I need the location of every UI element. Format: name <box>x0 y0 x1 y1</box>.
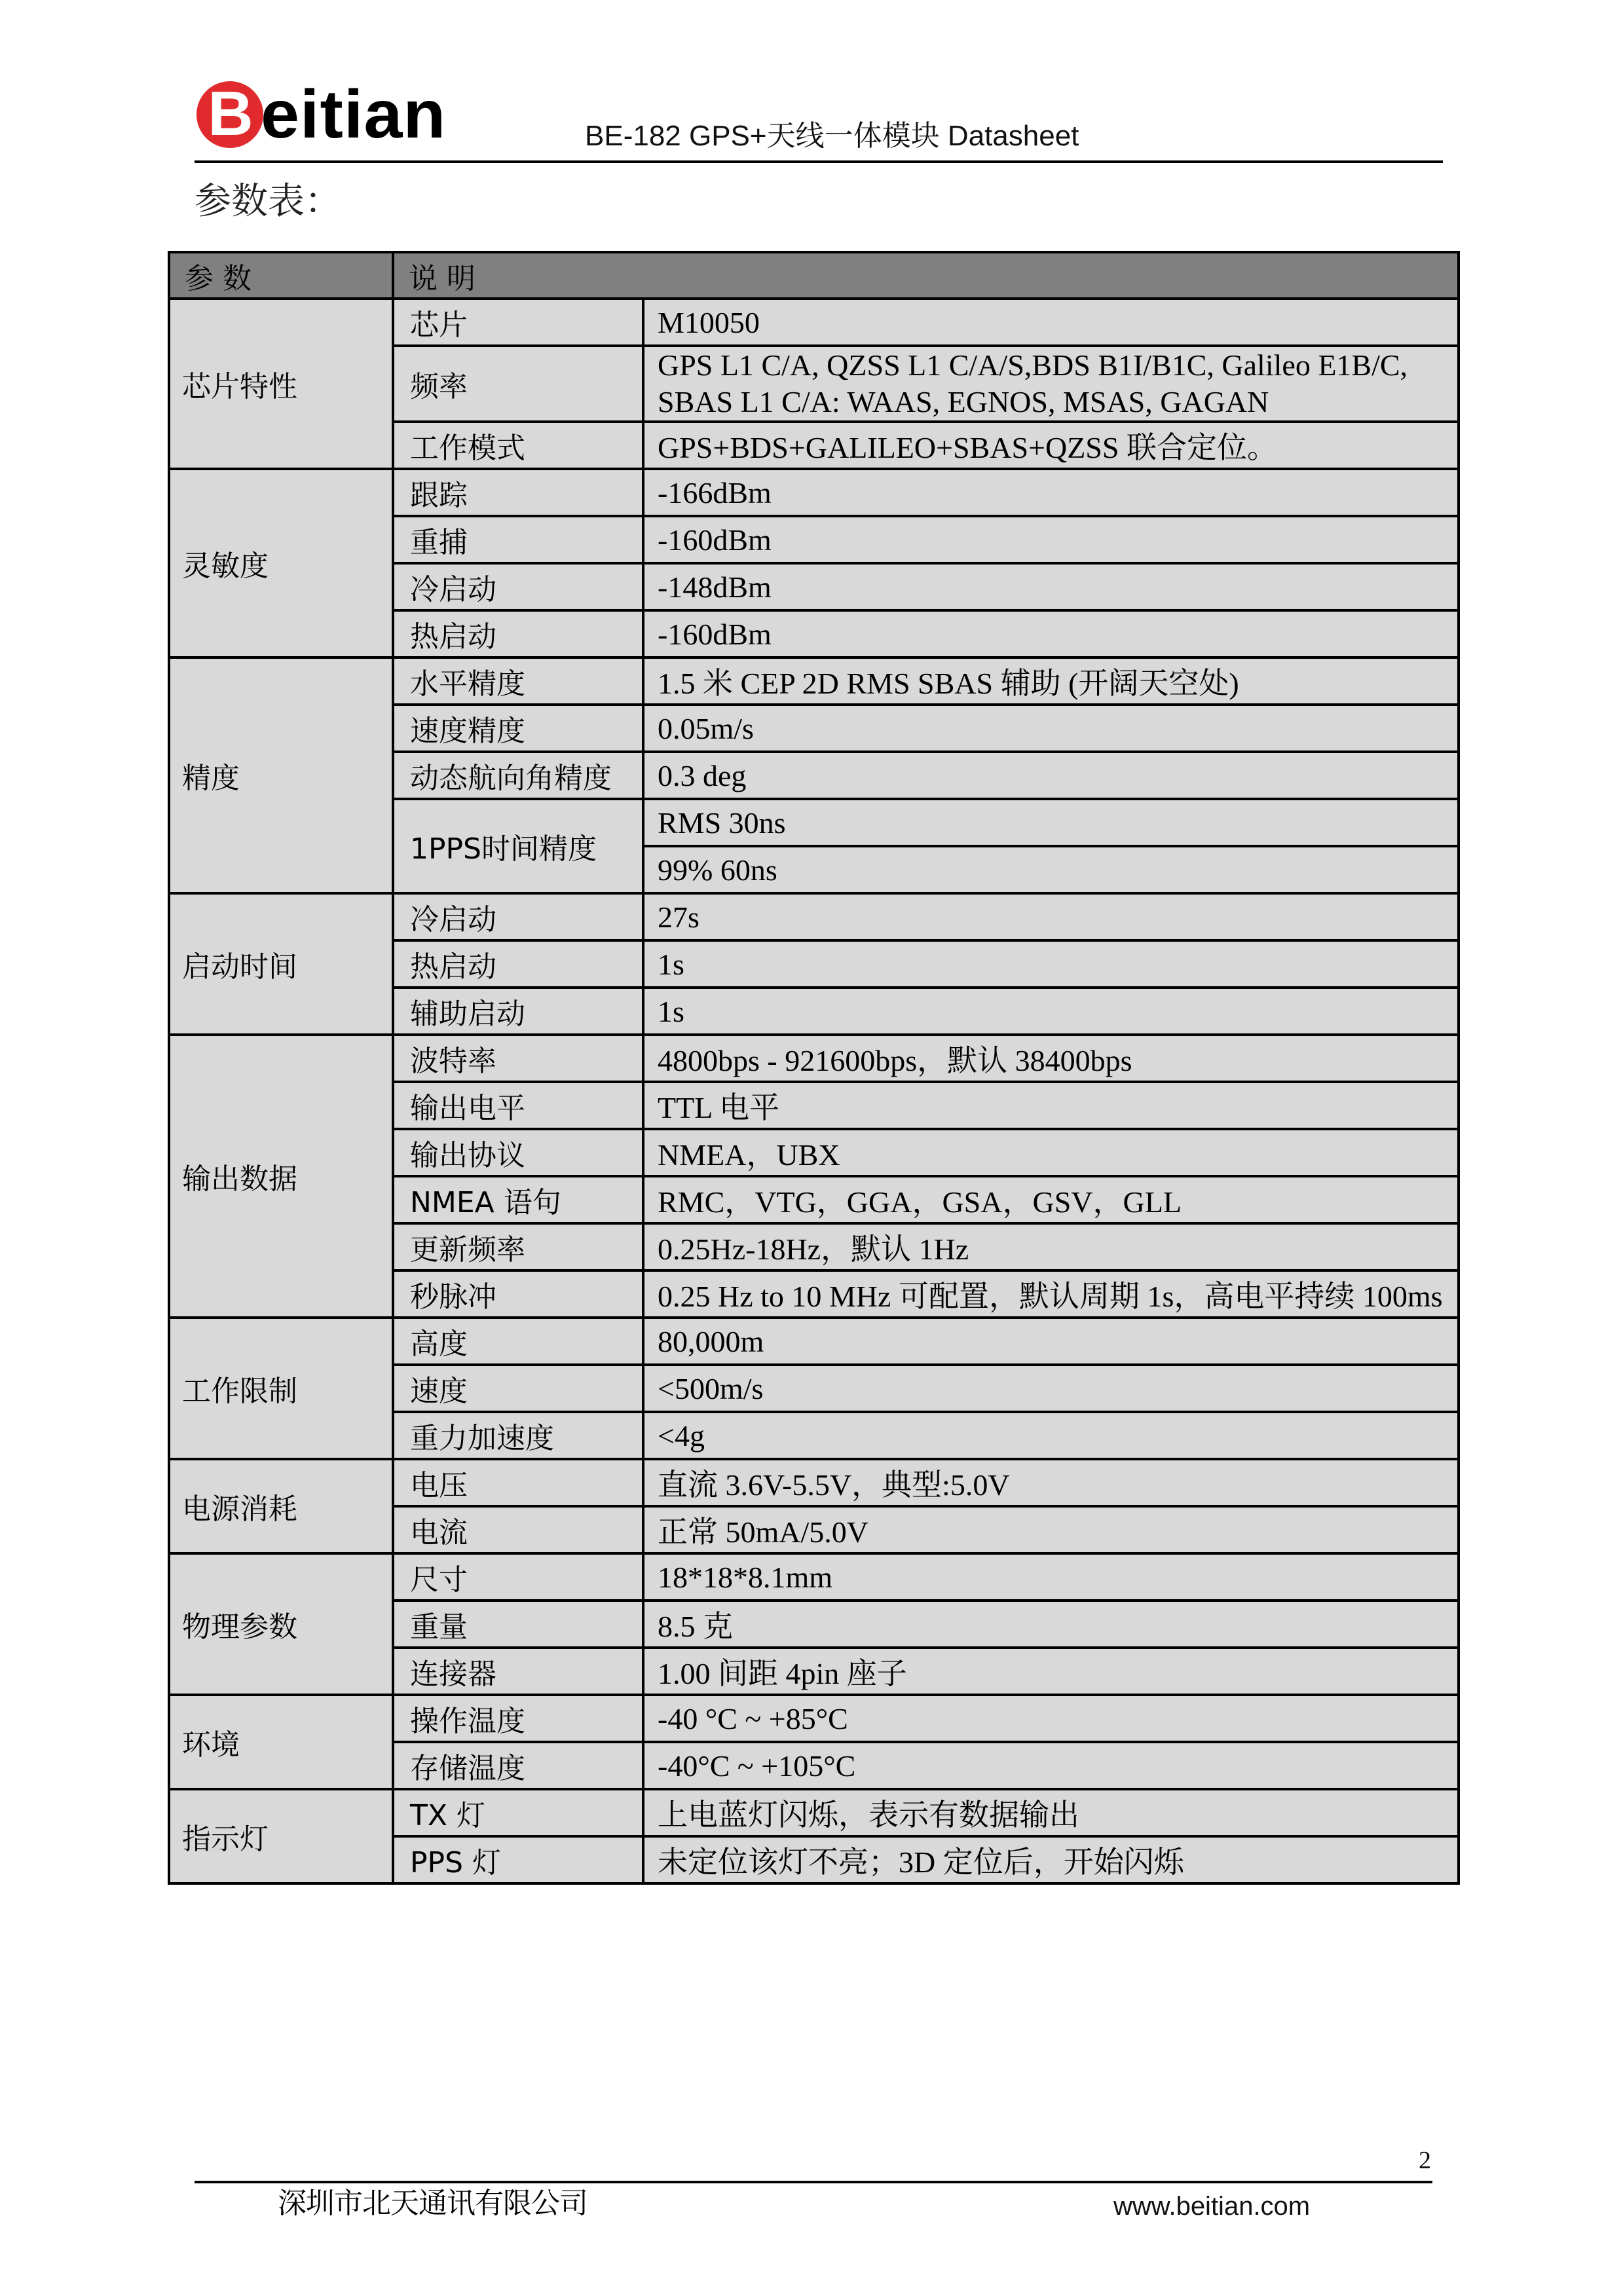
param-name: 更新频率 <box>393 1223 643 1270</box>
header-description: 说 明 <box>393 252 1459 299</box>
footer-divider <box>195 2181 1432 2183</box>
param-name: 热启动 <box>393 610 643 657</box>
group-label: 输出数据 <box>169 1035 393 1318</box>
param-value: 4800bps - 921600bps，默认 38400bps <box>643 1035 1459 1082</box>
param-value: 1s <box>643 940 1459 988</box>
table-header-row <box>169 252 1459 299</box>
param-name: 输出电平 <box>393 1082 643 1129</box>
table-row <box>169 1459 1459 1506</box>
param-name: 速度 <box>393 1365 643 1412</box>
param-name: PPS 灯 <box>393 1836 643 1883</box>
param-name: 尺寸 <box>393 1553 643 1601</box>
param-name: 电流 <box>393 1506 643 1553</box>
group-label: 芯片特性 <box>169 299 393 469</box>
param-value: 1s <box>643 988 1459 1035</box>
param-name: 重量 <box>393 1601 643 1648</box>
footer-website-link[interactable]: www.beitian.com <box>1113 2192 1311 2221</box>
logo-b-circle-icon <box>196 81 263 148</box>
param-value: M10050 <box>643 299 1459 346</box>
param-name: 1PPS时间精度 <box>393 799 643 893</box>
param-name: 输出协议 <box>393 1129 643 1176</box>
param-value: 80,000m <box>643 1318 1459 1365</box>
param-name: 操作温度 <box>393 1695 643 1742</box>
header-param: 参 数 <box>169 252 393 299</box>
value-line: SBAS L1 C/A: WAAS, EGNOS, MSAS, GAGAN <box>658 385 1269 418</box>
logo-wordmark: eitian <box>261 77 447 153</box>
param-value: 0.05m/s <box>643 705 1459 752</box>
param-value: NMEA，UBX <box>643 1129 1459 1176</box>
param-value: 0.3 deg <box>643 752 1459 799</box>
page-number: 2 <box>1419 2147 1431 2174</box>
param-name: 重捕 <box>393 516 643 563</box>
param-name: 冷启动 <box>393 563 643 610</box>
table-row <box>169 893 1459 940</box>
param-value: -40°C ~ +105°C <box>643 1742 1459 1789</box>
logo-initial: B <box>208 79 253 149</box>
table-row <box>169 1789 1459 1836</box>
param-name: 辅助启动 <box>393 988 643 1035</box>
param-name: 动态航向角精度 <box>393 752 643 799</box>
param-name: 水平精度 <box>393 657 643 705</box>
param-name: 电压 <box>393 1459 643 1506</box>
group-label: 指示灯 <box>169 1789 393 1883</box>
param-value: 27s <box>643 893 1459 940</box>
group-label: 物理参数 <box>169 1553 393 1695</box>
param-value: <500m/s <box>643 1365 1459 1412</box>
group-label: 灵敏度 <box>169 469 393 657</box>
param-name: 波特率 <box>393 1035 643 1082</box>
param-name: NMEA 语句 <box>393 1176 643 1223</box>
param-value: RMC，VTG，GGA，GSA，GSV，GLL <box>643 1176 1459 1223</box>
section-heading: 参数表： <box>195 180 341 223</box>
param-value: -40 °C ~ +85°C <box>643 1695 1459 1742</box>
param-name: 冷启动 <box>393 893 643 940</box>
table-row <box>169 657 1459 705</box>
group-label: 环境 <box>169 1695 393 1789</box>
param-name: 速度精度 <box>393 705 643 752</box>
param-value: 18*18*8.1mm <box>643 1553 1459 1601</box>
param-value: 0.25Hz-18Hz，默认 1Hz <box>643 1223 1459 1270</box>
param-value: TTL 电平 <box>643 1082 1459 1129</box>
param-value: -160dBm <box>643 516 1459 563</box>
param-value: 1.5 米 CEP 2D RMS SBAS 辅助 (开阔天空处) <box>643 657 1459 705</box>
param-name: 跟踪 <box>393 469 643 516</box>
param-value: 8.5 克 <box>643 1601 1459 1648</box>
param-name: 秒脉冲 <box>393 1270 643 1318</box>
table-row <box>169 1318 1459 1365</box>
beitian-logo <box>196 77 447 153</box>
param-name: 连接器 <box>393 1648 643 1695</box>
table-row <box>169 469 1459 516</box>
table-row <box>169 299 1459 346</box>
param-value: RMS 30ns <box>643 799 1459 846</box>
param-value: 1.00 间距 4pin 座子 <box>643 1648 1459 1695</box>
param-value: 直流 3.6V-5.5V，典型:5.0V <box>643 1459 1459 1506</box>
param-name: 芯片 <box>393 299 643 346</box>
param-value: 上电蓝灯闪烁，表示有数据输出 <box>643 1789 1459 1836</box>
table-body <box>169 299 1459 1883</box>
value-line: GPS L1 C/A, QZSS L1 C/A/S,BDS B1I/B1C, Galileo E1B/C, <box>658 348 1408 382</box>
param-value: -148dBm <box>643 563 1459 610</box>
param-value: 正常 50mA/5.0V <box>643 1506 1459 1553</box>
param-name: TX 灯 <box>393 1789 643 1836</box>
param-value: 未定位该灯不亮；3D 定位后，开始闪烁 <box>643 1836 1459 1883</box>
param-value: -160dBm <box>643 610 1459 657</box>
param-name: 存储温度 <box>393 1742 643 1789</box>
group-label: 精度 <box>169 657 393 893</box>
param-name: 重力加速度 <box>393 1412 643 1459</box>
param-value: GPS+BDS+GALILEO+SBAS+QZSS 联合定位。 <box>643 422 1459 469</box>
param-value: <4g <box>643 1412 1459 1459</box>
param-name: 热启动 <box>393 940 643 988</box>
spec-table <box>168 251 1460 1885</box>
footer-company: 深圳市北天通讯有限公司 <box>278 2187 588 2220</box>
table-row <box>169 1035 1459 1082</box>
table-row <box>169 1553 1459 1601</box>
param-name: 频率 <box>393 346 643 422</box>
group-label: 工作限制 <box>169 1318 393 1459</box>
param-value: 0.25 Hz to 10 MHz 可配置，默认周期 1s，高电平持续 100ms <box>643 1270 1459 1318</box>
param-value <box>643 346 1459 422</box>
document-title: BE-182 GPS+天线一体模块 Datasheet <box>585 120 1079 152</box>
param-name: 工作模式 <box>393 422 643 469</box>
table-row <box>169 1695 1459 1742</box>
param-value: -166dBm <box>643 469 1459 516</box>
group-label: 启动时间 <box>169 893 393 1035</box>
param-value: 99% 60ns <box>643 846 1459 893</box>
group-label: 电源消耗 <box>169 1459 393 1553</box>
param-name: 高度 <box>393 1318 643 1365</box>
header-divider <box>195 160 1443 163</box>
